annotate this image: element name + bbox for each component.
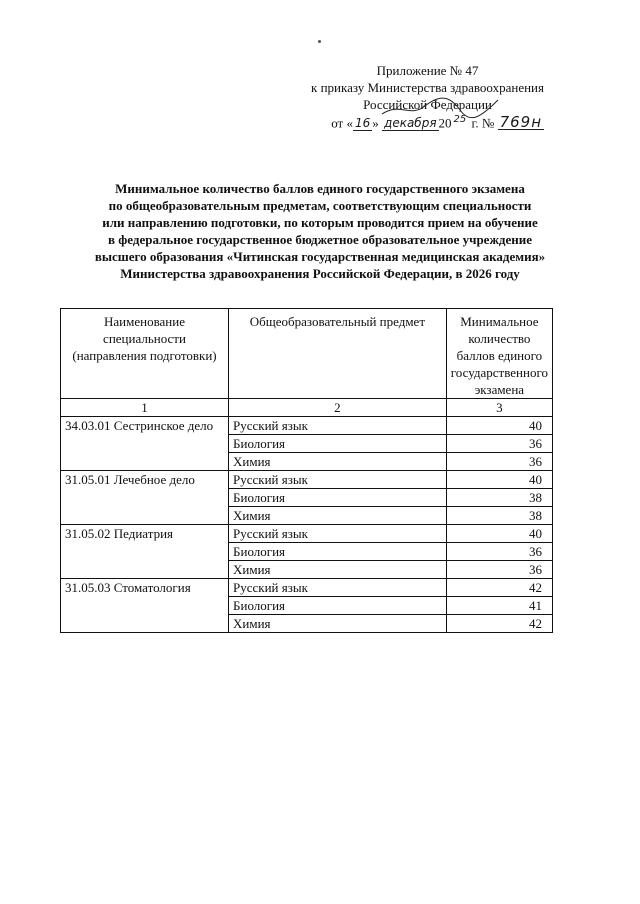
table-header-row — [61, 309, 553, 399]
score-cell: 36 — [446, 453, 552, 471]
subject-cell: Русский язык — [229, 471, 447, 489]
title-line-3: или направлению подготовки, по которым проводится прием на обучение — [102, 215, 538, 230]
score-cell: 36 — [446, 435, 552, 453]
title-line-5: высшего образования «Читинская государственная медицинская академия» — [94, 249, 546, 264]
score-cell: 36 — [446, 543, 552, 561]
header-specialty: Наименование специальности (направления подготовки) — [61, 309, 229, 399]
scores-table — [60, 308, 553, 633]
header-subject: Общеобразовательный предмет — [229, 309, 447, 399]
subject-cell: Биология — [229, 597, 447, 615]
score-cell: 38 — [446, 489, 552, 507]
table-row — [61, 417, 553, 435]
subject-cell: Биология — [229, 543, 447, 561]
punch-mark — [318, 40, 321, 43]
order-number: 769н — [499, 113, 542, 132]
column-number: 2 — [229, 399, 447, 417]
table-row — [61, 579, 553, 597]
subject-cell: Биология — [229, 489, 447, 507]
score-cell: 42 — [446, 579, 552, 597]
subject-cell: Русский язык — [229, 525, 447, 543]
column-number: 1 — [61, 399, 229, 417]
score-cell: 41 — [446, 597, 552, 615]
specialty-cell: 31.05.01 Лечебное дело — [61, 471, 229, 525]
order-month: декабря — [384, 116, 437, 131]
title-line-4: в федеральное государственное бюджетное образовательное учреждение — [108, 232, 532, 247]
specialty-cell: 34.03.01 Сестринское дело — [61, 417, 229, 471]
specialty-cell: 31.05.02 Педиатрия — [61, 525, 229, 579]
appendix-ministry: Российской Федерации — [363, 97, 492, 112]
score-cell: 38 — [446, 507, 552, 525]
appendix-number: Приложение № 47 — [376, 63, 479, 78]
order-quote-close: » — [372, 115, 379, 131]
column-number: 3 — [446, 399, 552, 417]
subject-cell: Русский язык — [229, 579, 447, 597]
title-line-2: по общеобразовательным предметам, соответствующим специальности — [108, 198, 532, 213]
table-row — [61, 525, 553, 543]
subject-cell: Биология — [229, 435, 447, 453]
appendix-order-ref: к приказу Министерства здравоохранения — [311, 80, 544, 95]
document-title — [60, 180, 580, 282]
order-year-suffix: 25 — [453, 114, 467, 125]
order-from-prefix: от « — [331, 115, 353, 131]
subject-cell: Химия — [229, 615, 447, 633]
title-line-6: Министерства здравоохранения Российской Федерации, в 2026 году — [120, 266, 520, 281]
handwritten-signature-stroke — [380, 92, 500, 120]
column-number-row — [61, 399, 553, 417]
score-cell: 40 — [446, 471, 552, 489]
order-year-label: г. № — [471, 115, 495, 131]
order-day: 16 — [354, 116, 371, 131]
score-cell: 36 — [446, 561, 552, 579]
specialty-cell: 31.05.03 Стоматология — [61, 579, 229, 633]
subject-cell: Русский язык — [229, 417, 447, 435]
score-cell: 42 — [446, 615, 552, 633]
header-min-score: Минимальное количество баллов единого государственного экзамена — [446, 309, 552, 399]
subject-cell: Химия — [229, 561, 447, 579]
subject-cell: Химия — [229, 507, 447, 525]
order-year-prefix: 20 — [438, 115, 452, 131]
title-line-1: Минимальное количество баллов единого государственного экзамена — [115, 181, 525, 196]
score-cell: 40 — [446, 417, 552, 435]
table-row — [61, 471, 553, 489]
subject-cell: Химия — [229, 453, 447, 471]
score-cell: 40 — [446, 525, 552, 543]
